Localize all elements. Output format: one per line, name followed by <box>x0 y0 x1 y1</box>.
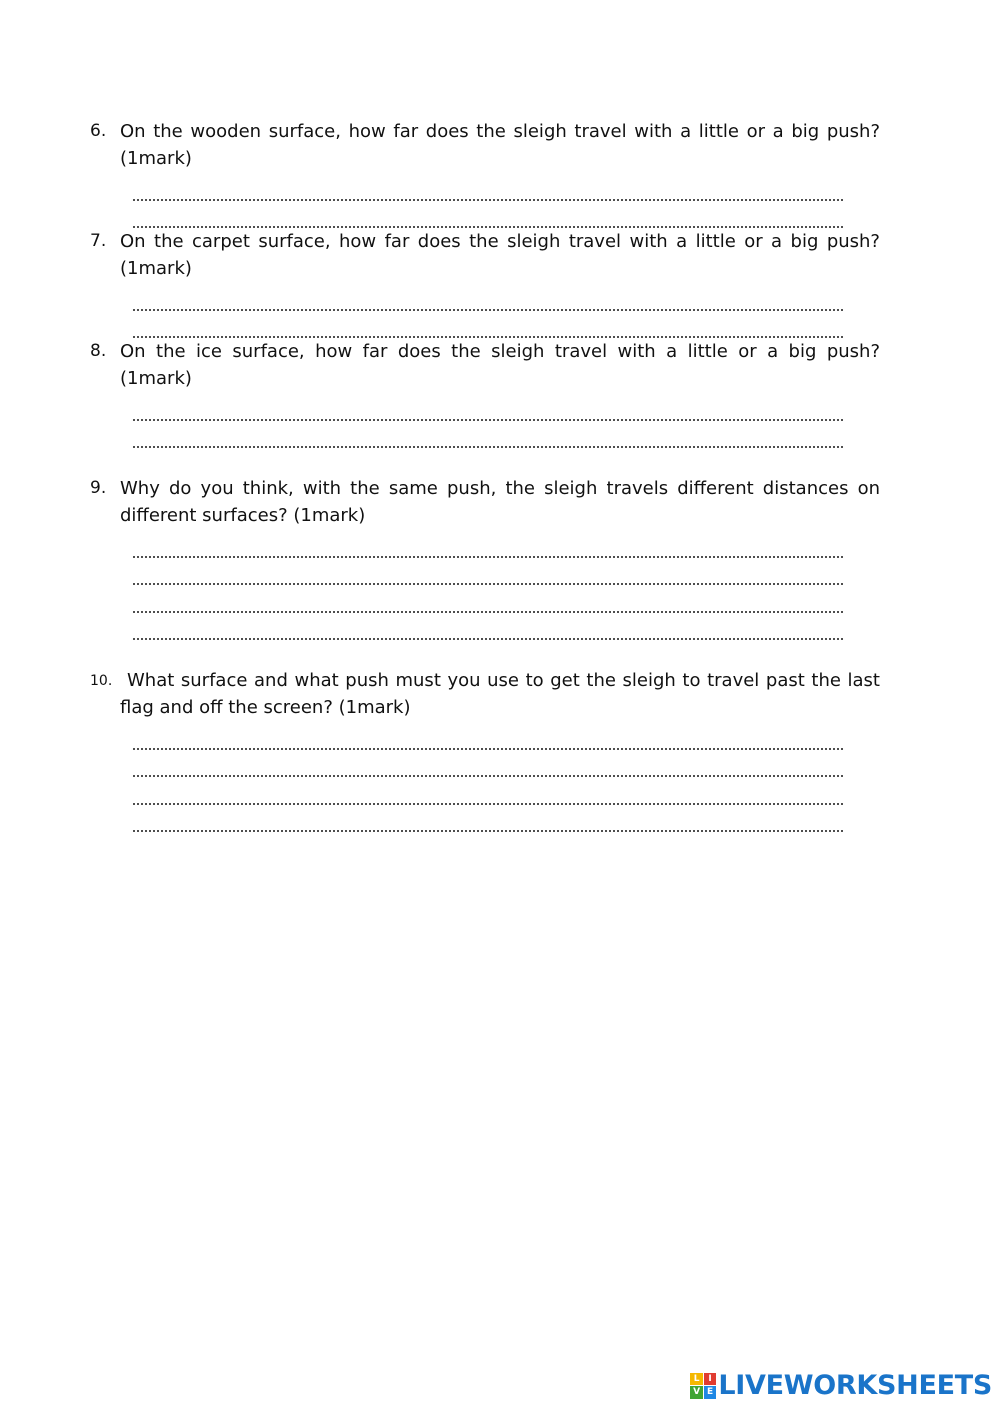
question-number: 7. <box>90 231 107 251</box>
question-10 <box>90 667 880 839</box>
answer-line[interactable] <box>132 290 844 318</box>
question-number: 10. <box>90 673 113 689</box>
question-number: 9. <box>90 478 107 498</box>
answer-lines <box>90 729 880 839</box>
logo-mark-letter: E <box>704 1386 717 1399</box>
question-9 <box>90 475 880 647</box>
answer-lines <box>90 400 880 455</box>
question-10-prompt <box>90 667 880 721</box>
question-9-prompt <box>90 475 880 529</box>
question-text: On the wooden surface, how far does the sleigh travel with a little or a big push? (1mark) <box>120 121 880 169</box>
logo-mark-letter: V <box>690 1386 703 1399</box>
answer-line[interactable] <box>132 180 844 208</box>
question-text-content: What surface and what push must you use to get the sleigh to travel past the last flag and off the screen? (1mark) <box>120 670 880 718</box>
answer-lines <box>90 290 880 345</box>
logo-mark-letter: L <box>690 1373 703 1386</box>
answer-line[interactable] <box>132 620 844 648</box>
question-6 <box>90 118 880 235</box>
question-7 <box>90 228 880 345</box>
question-text: Why do you think, with the same push, the sleigh travels different distances on different surfaces? (1mark) <box>120 478 880 526</box>
question-text <box>120 667 880 721</box>
answer-line[interactable] <box>132 537 844 565</box>
question-7-prompt <box>90 228 880 282</box>
answer-line[interactable] <box>132 592 844 620</box>
question-8 <box>90 338 880 455</box>
answer-line[interactable] <box>132 400 844 428</box>
answer-line[interactable] <box>132 812 844 840</box>
answer-line[interactable] <box>132 428 844 456</box>
logo-text: LIVEWORKSHEETS <box>718 1370 992 1401</box>
answer-line[interactable] <box>132 784 844 812</box>
answer-lines <box>90 180 880 235</box>
question-number: 6. <box>90 121 107 141</box>
answer-line[interactable] <box>132 757 844 785</box>
question-number: 8. <box>90 341 107 361</box>
liveworksheets-logo-icon <box>690 1373 716 1399</box>
question-text: On the carpet surface, how far does the sleigh travel with a little or a big push? (1mark) <box>120 231 880 279</box>
liveworksheets-logo <box>690 1370 992 1401</box>
answer-lines <box>90 537 880 647</box>
answer-line[interactable] <box>132 729 844 757</box>
logo-mark-letter: I <box>704 1373 717 1386</box>
answer-line[interactable] <box>132 565 844 593</box>
question-8-prompt <box>90 338 880 392</box>
question-text: On the ice surface, how far does the sleigh travel with a little or a big push? (1mark) <box>120 341 880 389</box>
question-6-prompt <box>90 118 880 172</box>
